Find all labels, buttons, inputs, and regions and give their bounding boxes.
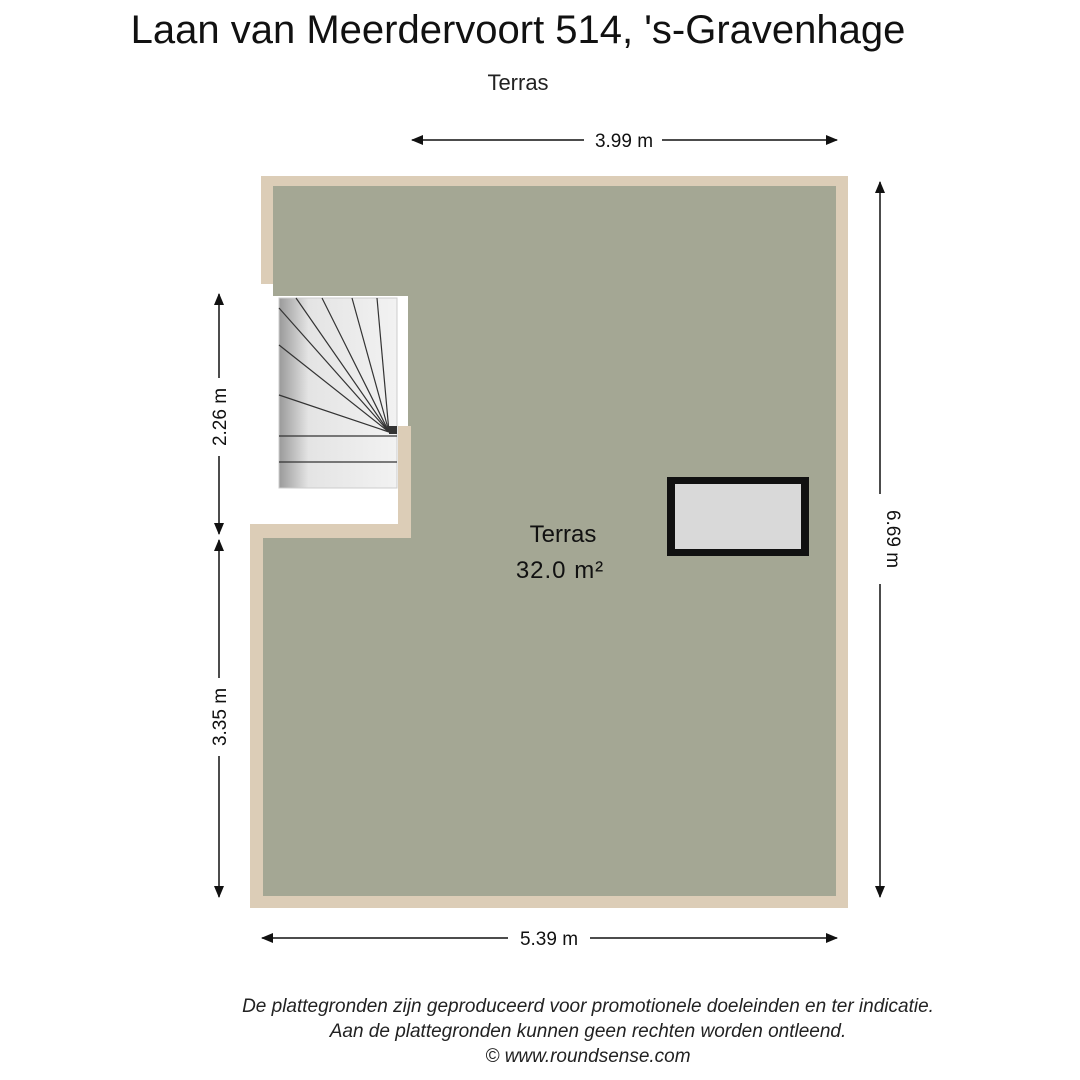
room-area: 32.0 m² — [515, 557, 605, 584]
floor-subtitle: Terras — [487, 70, 549, 95]
dimension-left-lower — [210, 540, 231, 897]
dimension-right-label: 6.69 m — [882, 509, 903, 569]
room-name: Terras — [529, 521, 597, 548]
dimension-left-upper — [210, 294, 231, 534]
copyright: © www.roundsense.com — [485, 1046, 691, 1067]
dimension-top-label: 3.99 m — [594, 131, 654, 152]
dimension-top — [412, 131, 837, 152]
staircase — [279, 298, 397, 488]
disclaimer-line-1: De plattegronden zijn geproduceerd voor promotionele doeleinden en ter indicatie. — [242, 996, 934, 1017]
dimension-left-upper-label: 2.26 m — [210, 387, 231, 447]
dimension-right — [880, 182, 903, 897]
disclaimer — [0, 994, 1080, 1069]
dimension-bottom — [262, 929, 837, 950]
page-title: Laan van Meerdervoort 514, 's-Gravenhage — [130, 8, 906, 52]
dimension-bottom-label: 5.39 m — [519, 929, 579, 950]
skylight — [667, 477, 809, 556]
dimension-left-lower-label: 3.35 m — [210, 687, 231, 747]
disclaimer-line-2: Aan de plattegronden kunnen geen rechten worden ontleend. — [329, 1021, 847, 1042]
